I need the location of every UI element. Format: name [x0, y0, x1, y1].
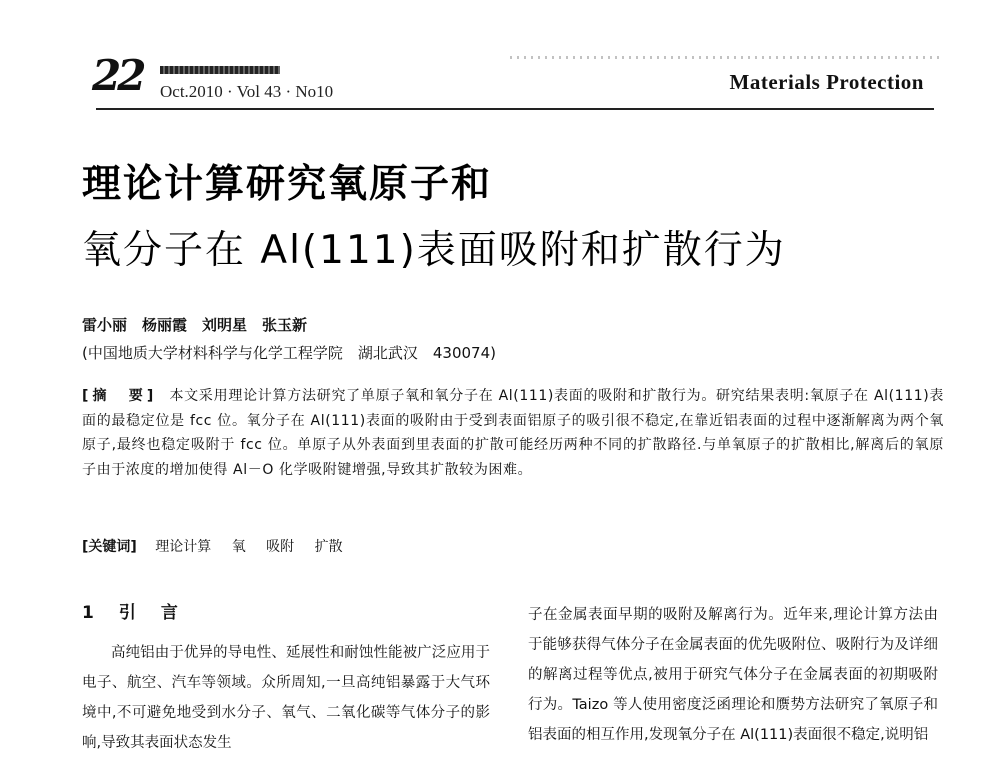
keyword: 氧 [231, 539, 246, 555]
paper-title [82, 152, 786, 284]
body-column-right: 子在金属表面早期的吸附及解离行为。近年来,理论计算方法由于能够获得气体分子在金属表面的优先吸附位、吸附行为及详细的解离过程等优点,被用于研究气体分子在金属表面的初期吸附行为。Taizo 等人使用密度泛函理论和赝势方法研究了氧原子和铝表面的相互作用,发现氧分子在 Al(111)表面很不稳定,说明铝 [528, 607, 938, 743]
keywords-label: [关键词] [82, 539, 137, 555]
issue-info: Oct.2010 · Vol 43 · No10 [160, 82, 334, 101]
author-list: 雷小丽 杨丽霞 刘明星 张玉新 [82, 316, 308, 334]
keyword: 理论计算 [155, 539, 212, 555]
abstract-text: 本文采用理论计算方法研究了单原子氧和氧分子在 Al(111)表面的吸附和扩散行为。研究结果表明:氧原子在 Al(111)表面的最稳定位是 fcc 位。氧分子在 Al(111)表面的吸附由于受到表面铝原子的吸引很不稳定,在靠近铝表面的过程中逐渐解离为两个氧原子,最终也稳定吸附于 fcc 位。单原子从外表面到里表面的扩散可能经历两种不同的扩散路径.与单氧原子的扩散相比,解离后的氧原子由于浓度的增加使得 Al－O 化学吸附键增强,导致其扩散较为困难。 [82, 388, 944, 478]
header-rule [96, 108, 934, 110]
header-decoration-dots [510, 56, 940, 59]
keyword: 扩散 [314, 539, 343, 555]
section-heading: 1 引 言 [82, 603, 182, 623]
abstract-label: [摘 要] [82, 388, 158, 404]
body-column-left: 高纯铝由于优异的导电性、延展性和耐蚀性能被广泛应用于电子、航空、汽车等领域。众所周知,一旦高纯铝暴露于大气环境中,不可避免地受到水分子、氧气、二氧化碳等气体分子的影响,导致其表面状态发生 [82, 645, 490, 751]
keyword: 吸附 [266, 539, 295, 555]
title-line-1: 理论计算研究氧原子和 [82, 162, 493, 207]
page-number: 22 [92, 51, 143, 100]
journal-name: Materials Protection [729, 70, 924, 94]
header-decoration-bar [160, 66, 280, 74]
title-line-2: 氧分子在 Al(111)表面吸附和扩散行为 [82, 228, 786, 273]
affiliation: (中国地质大学材料科学与化学工程学院 湖北武汉 430074) [82, 344, 496, 362]
keywords [82, 536, 359, 556]
abstract [82, 384, 944, 482]
page-header [0, 0, 1000, 120]
